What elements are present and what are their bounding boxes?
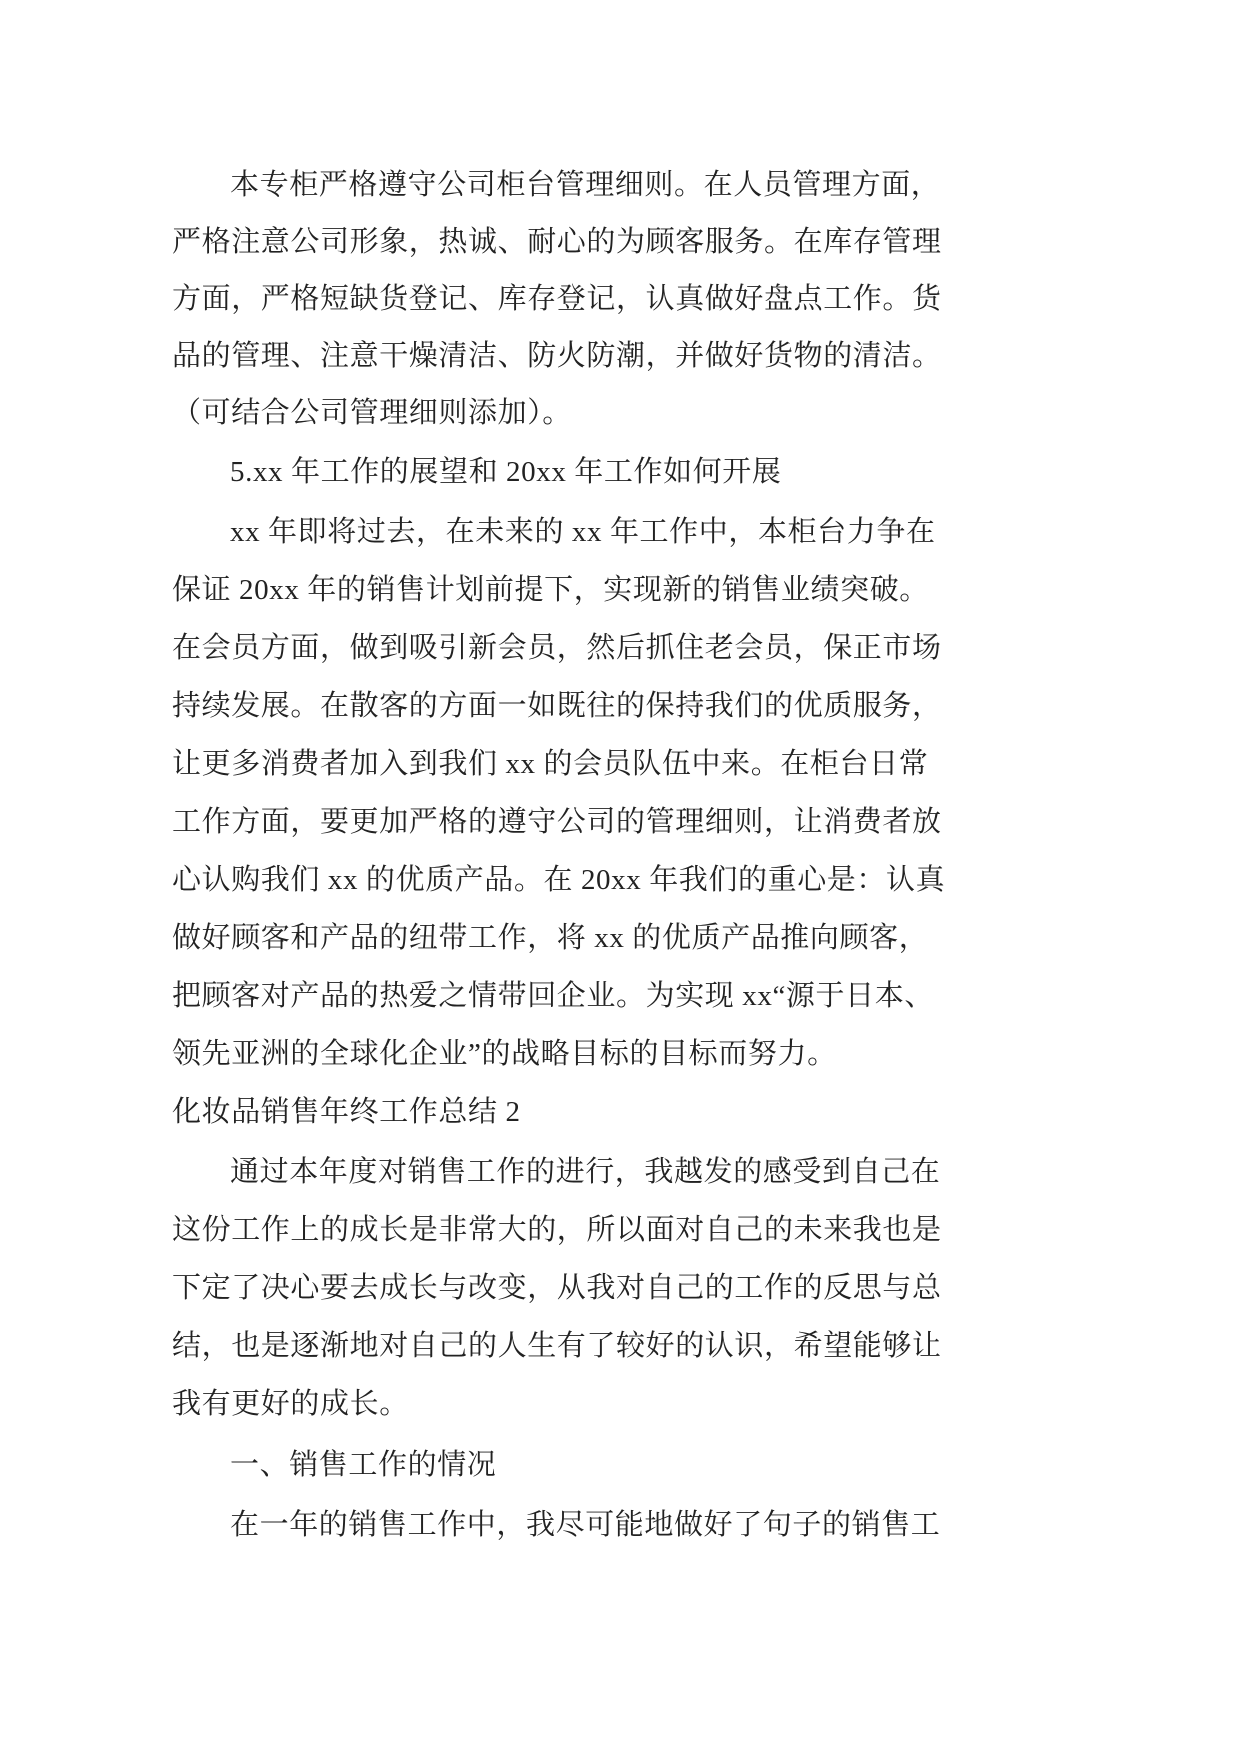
document-title: 化妆品销售年终工作总结 2 [172, 1096, 521, 1128]
paragraph-line: 把顾客对产品的热爱之情带回企业。为实现 xx“源于日本、 [172, 980, 934, 1012]
paragraph-line: 严格注意公司形象，热诚、耐心的为顾客服务。在库存管理 [172, 226, 942, 258]
section-heading: 5.xx 年工作的展望和 20xx 年工作如何开展 [230, 456, 782, 488]
paragraph-line: xx 年即将过去，在未来的 xx 年工作中，本柜台力争在 [230, 516, 936, 548]
paragraph-line: 本专柜严格遵守公司柜台管理细则。在人员管理方面， [230, 169, 941, 201]
paragraph-line: 在会员方面，做到吸引新会员，然后抓住老会员，保正市场 [172, 632, 942, 664]
paragraph-line: 心认购我们 xx 的优质产品。在 20xx 年我们的重心是：认真 [172, 864, 946, 896]
paragraph-line: 结，也是逐渐地对自己的人生有了较好的认识，希望能够让 [172, 1330, 942, 1362]
paragraph-line: 我有更好的成长。 [172, 1388, 409, 1420]
paragraph-line: 品的管理、注意干燥清洁、防火防潮，并做好货物的清洁。 [172, 340, 942, 372]
paragraph-line: 领先亚洲的全球化企业”的战略目标的目标而努力。 [172, 1038, 837, 1070]
paragraph-line: 下定了决心要去成长与改变，从我对自己的工作的反思与总 [172, 1272, 942, 1304]
paragraph-line: 让更多消费者加入到我们 xx 的会员队伍中来。在柜台日常 [172, 748, 929, 780]
paragraph-line: 这份工作上的成长是非常大的，所以面对自己的未来我也是 [172, 1214, 942, 1246]
section-heading: 一、销售工作的情况 [230, 1449, 497, 1481]
paragraph-line: （可结合公司管理细则添加）。 [172, 397, 572, 429]
paragraph-line: 工作方面，要更加严格的遵守公司的管理细则，让消费者放 [172, 806, 942, 838]
paragraph-line: 持续发展。在散客的方面一如既往的保持我们的优质服务， [172, 690, 942, 722]
paragraph-line: 做好顾客和产品的纽带工作，将 xx 的优质产品推向顾客， [172, 922, 929, 954]
paragraph-line: 在一年的销售工作中，我尽可能地做好了句子的销售工 [230, 1509, 941, 1541]
paragraph-line: 方面，严格短缺货登记、库存登记，认真做好盘点工作。货 [172, 283, 942, 315]
paragraph-line: 通过本年度对销售工作的进行，我越发的感受到自己在 [230, 1156, 941, 1188]
paragraph-line: 保证 20xx 年的销售计划前提下，实现新的销售业绩突破。 [172, 574, 929, 606]
